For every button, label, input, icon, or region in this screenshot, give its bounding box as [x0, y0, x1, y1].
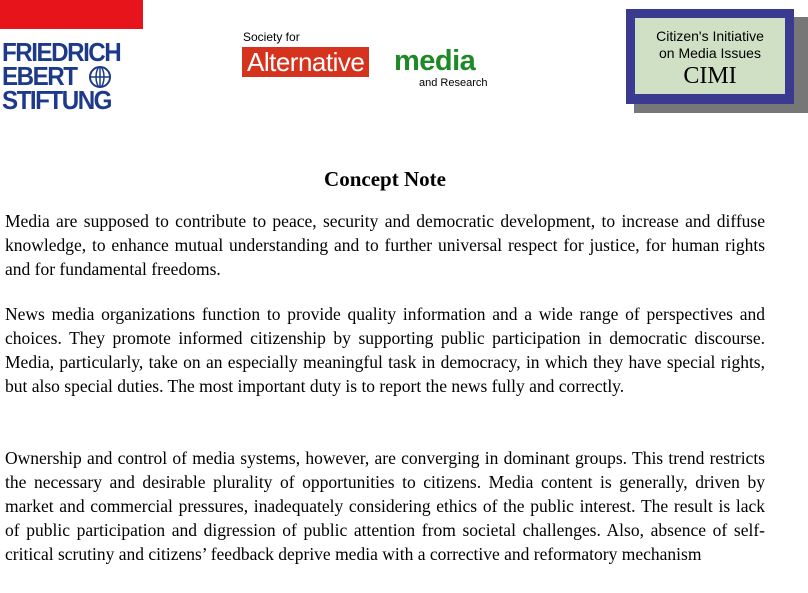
cimi-inner — [635, 18, 785, 94]
paragraph: Ownership and control of media systems, however, are converging in dominant groups. This trend restricts the necessary and desirable plurality of opportunities to citizens. Media content is generally, driven by market and commercial pressures, inadequately considering ethics of the public interest. The result is lack of public participation and digression of public attention from societal challenges. Also, absence of self-critical scrutiny and citizens’ feedback deprive media with a corrective and reformatory mechanism — [5, 448, 765, 564]
sam-logo-top: Society for — [243, 30, 300, 44]
fes-red-bar — [0, 0, 143, 29]
cimi-line2: on Media Issues — [659, 45, 761, 61]
fes-logo-line1: FRIEDRICH — [2, 37, 121, 67]
cimi-line3: CIMI — [683, 63, 737, 89]
cimi-line1: Citizen's Initiative — [656, 28, 764, 44]
paragraph: Media are supposed to contribute to peace, security and democratic development, to increase and diffuse knowledge, to enhance mutual understanding and to further universal respect for justice, for human rights and for fundamental freedoms. — [5, 211, 765, 279]
cimi-frame — [626, 9, 794, 104]
paragraph: News media organizations function to provide quality information and a wide range of perspectives and choices. They promote informed citizenship by supporting public participation in democratic discourse. Media, particularly, take on an especially meaningful task in democracy, in which they have special rights, but also special duties. The most important duty is to report the news fully and correctly. — [5, 304, 765, 396]
sam-logo-highlight: Alternative — [242, 47, 369, 77]
sam-logo — [242, 30, 512, 92]
fes-logo-line3: STIFTUNG — [2, 85, 111, 115]
document-title: Concept Note — [324, 167, 446, 191]
fes-logo-line2: EBERT — [2, 61, 77, 91]
sam-logo-bottom: and Research — [419, 77, 488, 89]
sam-logo-media: media — [394, 45, 476, 77]
fes-logo — [0, 0, 146, 118]
cimi-logo — [626, 9, 808, 113]
